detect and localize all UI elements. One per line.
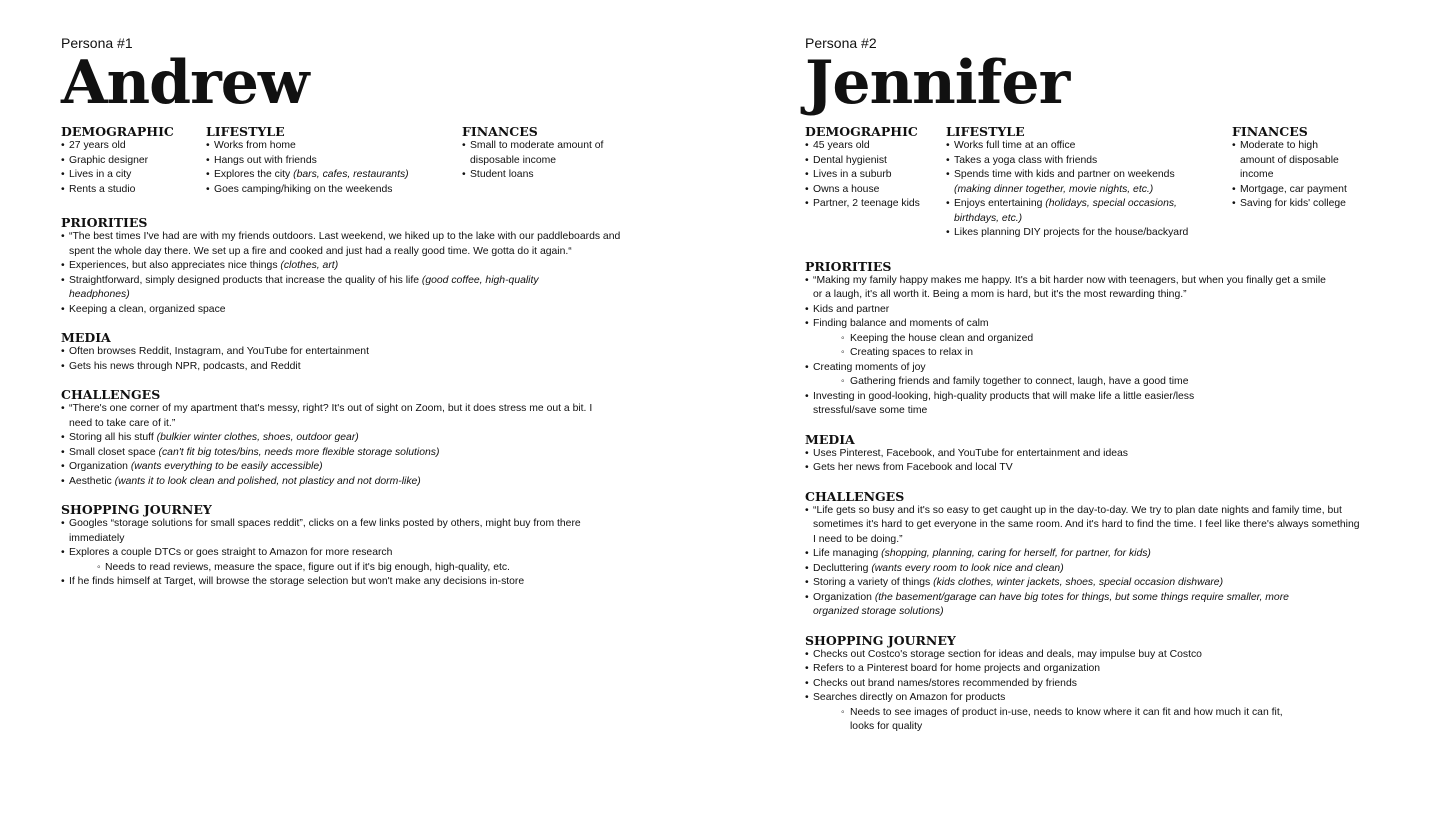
section-heading: DEMOGRAPHIC <box>61 124 174 139</box>
item-note: (bulkier winter clothes, shoes, outdoor gear) <box>156 432 359 443</box>
list-item <box>61 402 611 431</box>
list-item: • Gets her news from Facebook and local TV <box>805 461 1425 476</box>
list-item <box>61 446 611 461</box>
item-text: Decluttering <box>813 562 872 574</box>
item-note: (can't fit big totes/bins, needs more flexible storage solutions) <box>158 446 440 458</box>
list-item <box>805 562 1365 577</box>
list-item: • Often browses Reddit, Instagram, and YouTube for entertainment <box>61 345 701 360</box>
shopping-journey-list <box>805 648 1305 735</box>
challenges-section <box>61 387 611 489</box>
list-item: • Kids and partner <box>805 303 1330 318</box>
persona-name: Jennifer <box>805 48 1070 118</box>
section-heading: LIFESTYLE <box>946 124 1025 139</box>
item-note: (wants everything to be easily accessible) <box>130 461 323 472</box>
media-section <box>61 330 701 374</box>
item-text: Keeping a clean, organized space <box>69 303 226 315</box>
shopping-journey-section <box>805 633 1305 735</box>
item-note: (holidays, special occasions, birthdays, etc.) <box>954 198 1177 224</box>
media-list <box>61 345 701 374</box>
priorities-section <box>805 259 1330 419</box>
list-item <box>946 154 1208 169</box>
list-item: • Checks out brand names/stores recommended by friends <box>805 677 1305 692</box>
persona-label: Persona #1 <box>61 35 133 51</box>
item-note: (bars, cafes, restaurants) <box>293 169 409 180</box>
item-text: “Life gets so busy and it's so easy to get caught up in the day-to-day. We try to plan date nights and family time, but sometimes it's hard to get everyone in the same room. And it's hard to find the time. I feel like there's always something I need to be doing.” <box>813 504 1360 545</box>
item-text: Takes a yoga class with friends <box>954 154 1098 166</box>
list-item <box>946 139 1208 154</box>
list-subitem: ◦ Needs to read reviews, measure the space, figure out if it's big enough, high-quality, etc. <box>61 561 621 576</box>
item-note: (wants it to look clean and polished, not plasticy and not dorm-like) <box>114 475 421 487</box>
list-item <box>61 230 621 259</box>
persona-label: Persona #2 <box>805 35 877 51</box>
challenges-section <box>805 489 1365 620</box>
item-note: (making dinner together, movie nights, etc.) <box>954 183 1154 195</box>
priorities-list <box>805 274 1330 419</box>
list-item <box>946 226 1244 241</box>
finances-list <box>1232 139 1367 212</box>
list-item: • Rents a studio <box>61 183 206 198</box>
section-heading: DEMOGRAPHIC <box>805 124 918 139</box>
list-item <box>206 154 462 169</box>
item-text: Likes planning DIY projects for the house/backyard <box>954 227 1189 238</box>
section-heading: CHALLENGES <box>61 387 161 402</box>
item-text: Works from home <box>214 140 296 151</box>
list-item <box>805 576 1365 591</box>
list-subitem: ◦ Creating spaces to relax in <box>805 346 1330 361</box>
list-item: • Graphic designer <box>61 154 206 169</box>
list-item: • Finding balance and moments of calm <box>805 317 1330 332</box>
list-item: • 45 years old <box>805 139 946 154</box>
section-heading: LIFESTYLE <box>206 124 285 139</box>
media-section <box>805 432 1425 476</box>
list-item <box>946 168 1208 197</box>
list-item: • Refers to a Pinterest board for home projects and organization <box>805 662 1305 677</box>
demographic-list <box>805 139 946 212</box>
section-heading: SHOPPING JOURNEY <box>61 502 212 517</box>
challenges-list <box>61 402 611 489</box>
item-text: Aesthetic <box>69 475 115 487</box>
list-item: • Creating moments of joy <box>805 361 1330 376</box>
section-heading: CHALLENGES <box>805 488 905 504</box>
list-subitem: ◦ Needs to see images of product in-use, needs to know where it can fit and how much it can fit, looks for quality <box>805 706 1295 735</box>
list-item: • Investing in good-looking, high-quality products that will make life a little easier/less stressful/save some time <box>805 390 1253 419</box>
list-item: • Googles “storage solutions for small spaces reddit”, clicks on a few links posted by others, might buy from there immediately <box>61 517 621 546</box>
list-item <box>61 303 621 318</box>
item-text: Storing all his stuff <box>69 432 157 443</box>
lifestyle-list <box>946 139 1208 241</box>
finances-section <box>1232 124 1367 241</box>
list-item: • Explores a couple DTCs or goes straight to Amazon for more research <box>61 546 621 561</box>
list-item <box>805 591 1323 620</box>
list-item <box>61 431 611 446</box>
list-item <box>206 139 462 154</box>
persona-andrew <box>61 34 701 590</box>
list-item: • Owns a house <box>805 183 946 198</box>
item-text: Straightforward, simply designed products that increase the quality of his life <box>69 274 422 286</box>
list-item: • If he finds himself at Target, will browse the storage selection but won't make any decisions in-store <box>61 575 621 590</box>
list-item: • Saving for kids' college <box>1232 197 1367 212</box>
item-text: Organization <box>69 461 131 472</box>
list-item <box>805 547 1365 562</box>
list-item <box>805 504 1365 548</box>
list-item <box>61 475 611 490</box>
section-heading: SHOPPING JOURNEY <box>805 632 956 648</box>
priorities-section <box>61 215 621 317</box>
item-text: Life managing <box>813 548 882 559</box>
list-item: • Moderate to high amount of disposable income <box>1232 139 1352 183</box>
persona-name: Andrew <box>61 48 309 118</box>
item-note: (shopping, planning, caring for herself, for partner, for kids) <box>881 548 1151 559</box>
item-text: Organization <box>813 591 875 603</box>
section-heading: FINANCES <box>462 124 538 139</box>
item-text: Storing a variety of things <box>813 577 934 588</box>
demographic-section <box>805 124 946 241</box>
list-item: • Lives in a city <box>61 168 206 183</box>
list-item <box>206 168 462 183</box>
section-heading: PRIORITIES <box>805 258 892 274</box>
lifestyle-list <box>206 139 462 197</box>
list-item: • Dental hygienist <box>805 154 946 169</box>
list-item: • Small to moderate amount of disposable income <box>462 139 622 168</box>
item-text: Explores the city <box>214 169 294 180</box>
item-note: (clothes, art) <box>280 260 339 271</box>
lifestyle-section <box>946 124 1232 241</box>
section-heading: FINANCES <box>1232 124 1308 139</box>
challenges-list <box>805 504 1365 620</box>
list-item: • Partner, 2 teenage kids <box>805 197 946 212</box>
list-item <box>61 259 621 274</box>
item-note: (good coffee, high-quality headphones) <box>69 274 539 300</box>
finances-list <box>462 139 622 183</box>
demographic-list <box>61 139 206 197</box>
list-item <box>946 197 1208 226</box>
profile-row <box>805 124 1425 241</box>
list-item: • Uses Pinterest, Facebook, and YouTube for entertainment and ideas <box>805 447 1425 462</box>
item-note: (the basement/garage can have big totes for things, but some things require smaller, more organized storage solutions) <box>813 591 1289 617</box>
lifestyle-section <box>206 124 462 197</box>
list-item: • Student loans <box>462 168 622 183</box>
list-subitem: ◦ Keeping the house clean and organized <box>805 332 1330 347</box>
item-text: “The best times I've had are with my friends outdoors. Last weekend, we hiked up to the lake with our paddleboards and spent the whole day there. We set up a fire and cooked and just had a really good time. We gotta do it again.“ <box>69 231 621 257</box>
list-item: • Checks out Costco's storage section for ideas and deals, may impulse buy at Costco <box>805 648 1305 663</box>
list-item <box>61 460 611 475</box>
item-text: Hangs out with friends <box>214 154 317 166</box>
shopping-journey-list <box>61 517 621 590</box>
item-text: Enjoys entertaining <box>954 198 1046 209</box>
item-text: Experiences, but also appreciates nice things <box>69 260 281 271</box>
list-item: • Lives in a suburb <box>805 168 946 183</box>
list-item: • Searches directly on Amazon for products <box>805 691 1305 706</box>
section-heading: MEDIA <box>61 330 111 345</box>
item-text: Works full time at an office <box>954 140 1076 151</box>
finances-section <box>462 124 622 197</box>
priorities-list <box>61 230 621 317</box>
list-item: • Gets his news through NPR, podcasts, and Reddit <box>61 360 701 375</box>
list-item: • “Making my family happy makes me happy. It's a bit harder now with teenagers, but when you finally get a smile or a laugh, it's all worth it. Being a mom is hard, but it's the most rewarding thing.” <box>805 274 1330 303</box>
shopping-journey-section <box>61 502 621 590</box>
demographic-section <box>61 124 206 197</box>
section-heading: MEDIA <box>805 431 855 447</box>
list-item: • 27 years old <box>61 139 206 154</box>
persona-jennifer <box>805 34 1425 735</box>
section-heading: PRIORITIES <box>61 215 148 230</box>
item-note: (wants every room to look nice and clean) <box>871 562 1064 574</box>
list-subitem: ◦ Gathering friends and family together to connect, laugh, have a good time <box>805 375 1330 390</box>
media-list <box>805 447 1425 476</box>
item-note: (kids clothes, winter jackets, shoes, special occasion dishware) <box>933 577 1224 588</box>
item-text: Small closet space <box>69 446 159 458</box>
item-text: Spends time with kids and partner on weekends <box>954 169 1175 180</box>
list-item <box>206 183 462 198</box>
list-item <box>61 274 549 303</box>
item-text: Goes camping/hiking on the weekends <box>214 183 393 195</box>
item-text: “There's one corner of my apartment that's messy, right? It's out of sight on Zoom, but it does stress me out a bit. I need to take care of it.” <box>69 403 593 429</box>
profile-row <box>61 124 701 197</box>
list-item: • Mortgage, car payment <box>1232 183 1367 198</box>
